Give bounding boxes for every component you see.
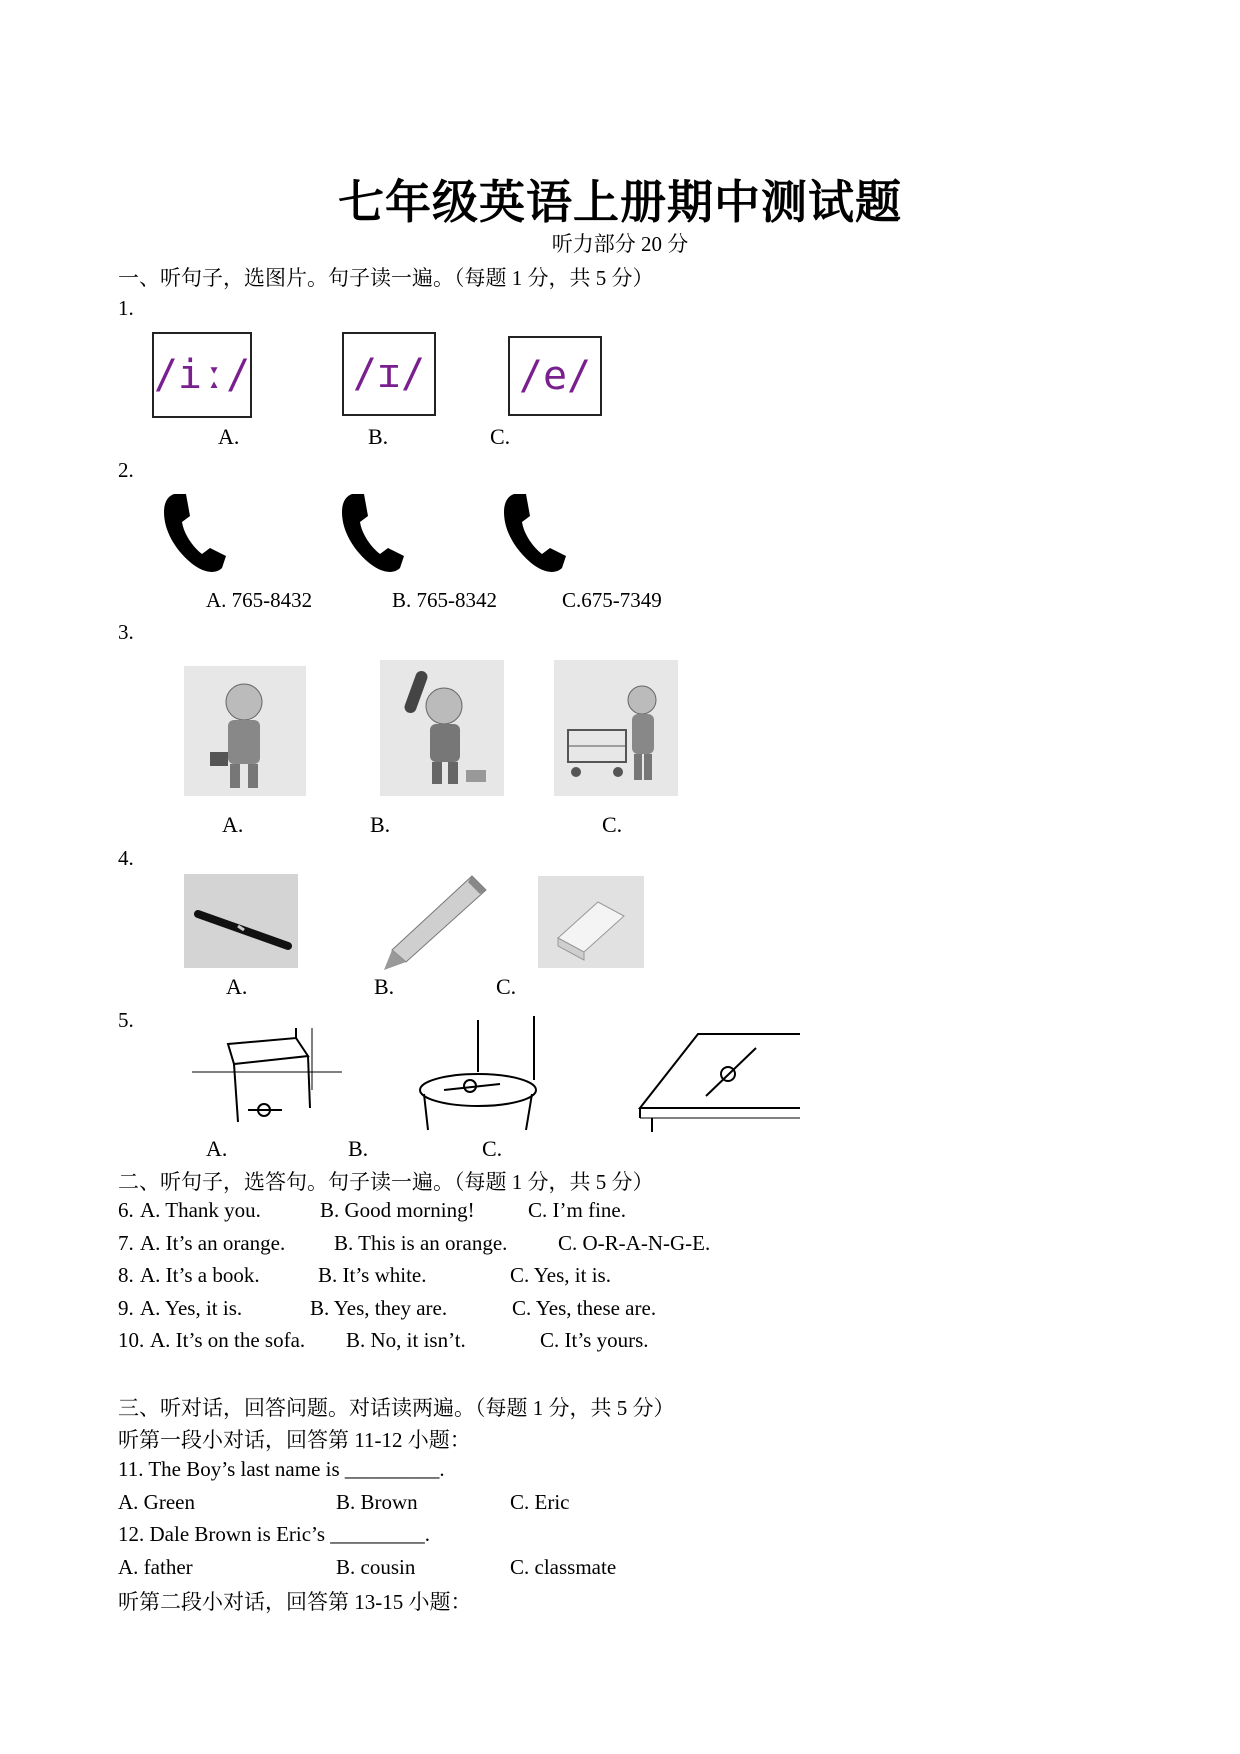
phone-icon bbox=[160, 490, 230, 574]
q4-number: 4. bbox=[118, 846, 134, 870]
q9-option-a: A. Yes, it is. bbox=[140, 1296, 243, 1320]
q1-label-a: A. bbox=[218, 424, 240, 449]
q6-option-a: A. Thank you. bbox=[140, 1198, 261, 1222]
q2-label-a: A. 765-8432 bbox=[206, 588, 313, 612]
q3-label-a: A. bbox=[222, 812, 244, 837]
section2-heading: 二、听句子，选答句。句子读一遍。（每题 1 分，共 5 分） bbox=[118, 1170, 654, 1194]
q4-label-c: C. bbox=[496, 974, 517, 999]
q10-option-c: C. It’s yours. bbox=[540, 1328, 649, 1352]
q5-label-b: B. bbox=[348, 1136, 369, 1161]
q3-label-c: C. bbox=[602, 812, 623, 837]
section1-heading: 一、听句子，选图片。句子读一遍。（每题 1 分，共 5 分） bbox=[118, 266, 654, 290]
q9-option-c: C. Yes, these are. bbox=[512, 1296, 657, 1320]
q5-number: 5. bbox=[118, 1008, 134, 1032]
q1-label-c: C. bbox=[490, 424, 511, 449]
q8-option-c: C. Yes, it is. bbox=[510, 1263, 611, 1287]
section3-heading: 三、听对话，回答问题。对话读两遍。（每题 1 分，共 5 分） bbox=[118, 1396, 675, 1420]
q2-number: 2. bbox=[118, 458, 134, 482]
page-subtitle: 听力部分 20 分 bbox=[551, 232, 689, 256]
dialog2-instruction: 听第二段小对话，回答第 13-15 小题： bbox=[118, 1590, 472, 1614]
q9-number: 9. bbox=[118, 1296, 134, 1320]
q8-option-a: A. It’s a book. bbox=[140, 1263, 260, 1287]
q7-option-c: C. O-R-A-N-G-E. bbox=[558, 1231, 711, 1255]
pen-image bbox=[184, 874, 298, 968]
watch-under-chair-image bbox=[192, 1026, 342, 1126]
q9-option-b: B. Yes, they are. bbox=[310, 1296, 448, 1320]
woman-with-shopping-cart-image bbox=[554, 660, 678, 796]
man-with-briefcase-image bbox=[184, 666, 306, 796]
q12-stem: 12. Dale Brown is Eric’s _________. bbox=[118, 1522, 431, 1546]
q7-option-b: B. This is an orange. bbox=[334, 1231, 508, 1255]
q7-number: 7. bbox=[118, 1231, 134, 1255]
q10-option-a: A. It’s on the sofa. bbox=[150, 1328, 306, 1352]
watch-on-table-image bbox=[638, 1032, 800, 1132]
q11-option-a: A. Green bbox=[118, 1490, 195, 1514]
q5-label-c: C. bbox=[482, 1136, 503, 1161]
phonetic-card-a: /iː/ bbox=[152, 332, 252, 418]
q11-option-b: B. Brown bbox=[336, 1490, 418, 1514]
q11-stem: 11. The Boy’s last name is _________. bbox=[118, 1457, 445, 1481]
q12-option-a: A. father bbox=[118, 1555, 193, 1579]
phonetic-card-c: /e/ bbox=[508, 336, 602, 416]
q3-label-b: B. bbox=[370, 812, 391, 837]
q1-label-b: B. bbox=[368, 424, 389, 449]
q6-option-b: B. Good morning! bbox=[320, 1198, 475, 1222]
q8-number: 8. bbox=[118, 1263, 134, 1287]
q11-option-c: C. Eric bbox=[510, 1490, 570, 1514]
q2-label-b: B. 765-8342 bbox=[392, 588, 497, 612]
watch-on-chair-image bbox=[414, 1016, 544, 1132]
q8-option-b: B. It’s white. bbox=[318, 1263, 427, 1287]
q12-option-c: C. classmate bbox=[510, 1555, 617, 1579]
q1-number: 1. bbox=[118, 296, 134, 320]
q7-option-a: A. It’s an orange. bbox=[140, 1231, 286, 1255]
page-title: 七年级英语上册期中测试题 bbox=[338, 175, 902, 229]
q2-label-c: C.675-7349 bbox=[562, 588, 662, 612]
phonetic-card-b: /ɪ/ bbox=[342, 332, 436, 416]
q4-label-b: B. bbox=[374, 974, 395, 999]
q10-option-b: B. No, it isn’t. bbox=[346, 1328, 466, 1352]
q10-number: 10. bbox=[118, 1328, 145, 1352]
q6-number: 6. bbox=[118, 1198, 134, 1222]
q4-label-a: A. bbox=[226, 974, 248, 999]
q5-label-a: A. bbox=[206, 1136, 228, 1161]
q12-option-b: B. cousin bbox=[336, 1555, 416, 1579]
eraser-image bbox=[538, 876, 644, 968]
q3-number: 3. bbox=[118, 620, 134, 644]
pencil-image bbox=[380, 874, 490, 972]
phone-icon bbox=[338, 490, 408, 574]
dialog1-instruction: 听第一段小对话，回答第 11-12 小题： bbox=[118, 1428, 471, 1452]
q6-option-c: C. I’m fine. bbox=[528, 1198, 626, 1222]
phone-icon bbox=[500, 490, 570, 574]
boy-with-bat-image bbox=[380, 660, 504, 796]
